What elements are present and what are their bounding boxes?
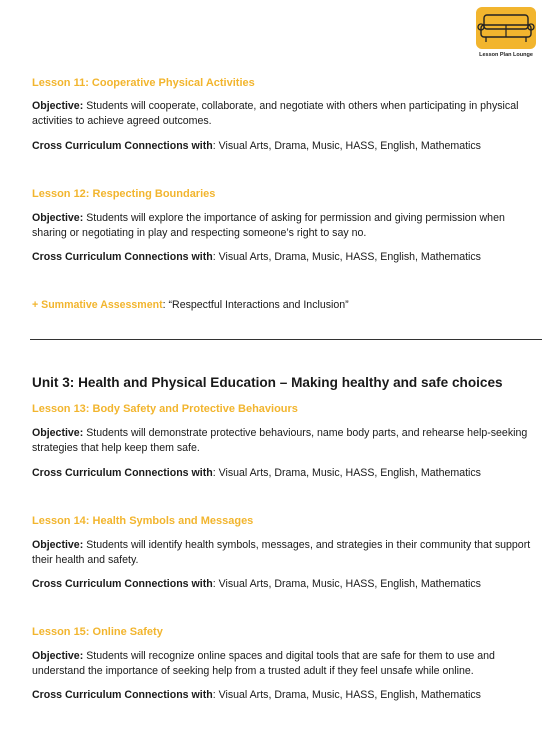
connections-text: : Visual Arts, Drama, Music, HASS, English, Mathematics <box>212 140 481 152</box>
assessment-label: + Summative Assessment <box>32 299 163 311</box>
connections-label: Cross Curriculum Connections with <box>32 689 213 701</box>
lesson-13-connections <box>32 466 532 481</box>
objective-label: Objective: <box>32 539 84 551</box>
objective-text: Students will cooperate, collaborate, and negotiate with others when participating in physical activities to achieve agreed outcomes. <box>32 100 519 127</box>
lesson-14-title: Lesson 14: Health Symbols and Messages <box>32 515 254 527</box>
objective-label: Objective: <box>32 212 84 224</box>
objective-text: Students will identify health symbols, messages, and strategies in their community that support their health and safety. <box>32 539 531 566</box>
lesson-13-objective <box>32 426 532 456</box>
lesson-12-title: Lesson 12: Respecting Boundaries <box>32 188 216 200</box>
connections-label: Cross Curriculum Connections with <box>32 467 213 479</box>
objective-label: Objective: <box>32 650 84 662</box>
lesson-11-objective <box>32 99 532 129</box>
connections-text: : Visual Arts, Drama, Music, HASS, English, Mathematics <box>212 578 481 590</box>
lesson-plan-lounge-logo <box>472 5 540 61</box>
connections-label: Cross Curriculum Connections with <box>32 140 213 152</box>
section-divider <box>30 339 542 340</box>
objective-text: Students will explore the importance of asking for permission and giving permission when sharing or negotiating in play and respecting someone’s right to say no. <box>32 212 505 239</box>
objective-label: Objective: <box>32 100 84 112</box>
objective-label: Objective: <box>32 427 84 439</box>
summative-assessment <box>32 299 349 311</box>
lesson-12-objective <box>32 211 532 241</box>
lesson-15-connections <box>32 688 532 703</box>
lesson-12-connections <box>32 250 532 265</box>
lesson-15-objective <box>32 649 532 679</box>
lesson-13-title: Lesson 13: Body Safety and Protective Behaviours <box>32 403 298 415</box>
assessment-text: : “Respectful Interactions and Inclusion” <box>162 299 349 311</box>
sofa-icon <box>472 5 540 53</box>
lesson-14-connections <box>32 577 532 592</box>
lesson-14-objective <box>32 538 532 568</box>
connections-text: : Visual Arts, Drama, Music, HASS, English, Mathematics <box>212 467 481 479</box>
lesson-15-title: Lesson 15: Online Safety <box>32 626 163 638</box>
objective-text: Students will recognize online spaces and digital tools that are safe for them to use and understand the importance of seeking help from a trusted adult if they feel unsafe while online. <box>32 650 495 677</box>
lesson-11-connections <box>32 139 532 154</box>
connections-label: Cross Curriculum Connections with <box>32 251 213 263</box>
logo-text: Lesson Plan Lounge <box>479 52 533 58</box>
connections-text: : Visual Arts, Drama, Music, HASS, English, Mathematics <box>212 251 481 263</box>
lesson-11-title: Lesson 11: Cooperative Physical Activities <box>32 77 255 89</box>
unit-title: Unit 3: Health and Physical Education – Making healthy and safe choices <box>32 375 503 390</box>
connections-label: Cross Curriculum Connections with <box>32 578 213 590</box>
connections-text: : Visual Arts, Drama, Music, HASS, English, Mathematics <box>212 689 481 701</box>
objective-text: Students will demonstrate protective behaviours, name body parts, and rehearse help-seeking strategies that help keep them safe. <box>32 427 528 454</box>
